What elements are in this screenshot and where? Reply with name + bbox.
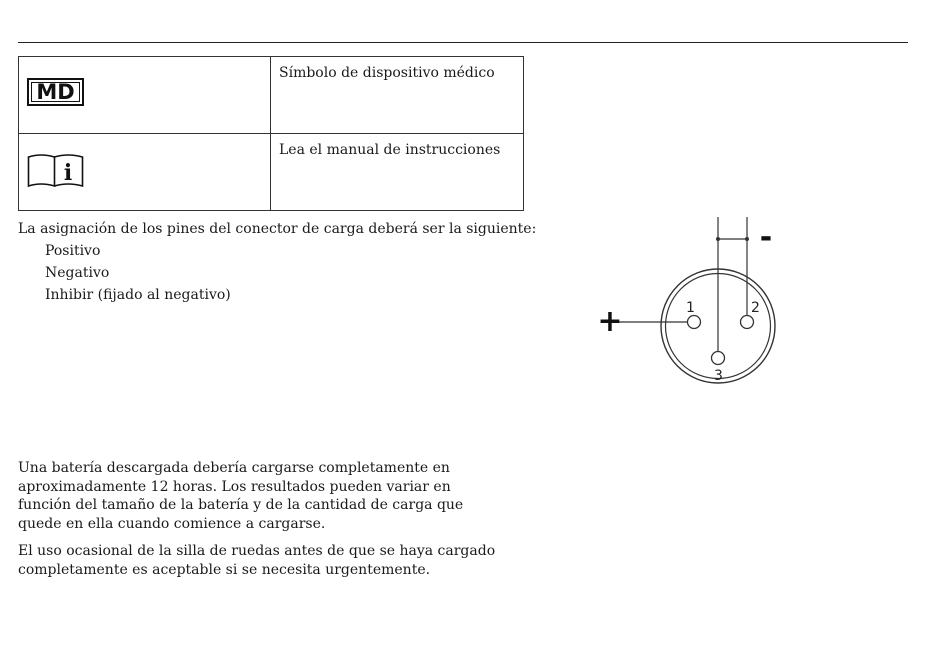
minus-sign: - [759, 220, 773, 255]
charger-connector-diagram [590, 212, 790, 387]
pin-assignment-intro: La asignación de los pines del conector de carga deberá ser la siguiente: [18, 221, 537, 237]
instruction-manual-info-icon [27, 152, 84, 188]
list-item: Inhibir (fijado al negativo) [45, 287, 231, 303]
symbol-description: Lea el manual de instrucciones [271, 134, 524, 211]
icon-cell [19, 134, 271, 211]
plus-sign: + [597, 304, 623, 339]
charging-paragraph: El uso ocasional de la silla de ruedas antes de que se haya cargado completamente es aceptable si se necesita urgentemente. [18, 543, 496, 578]
pin-1 [688, 316, 701, 329]
pin-list [45, 240, 231, 306]
pin-2-label: 2 [751, 300, 760, 316]
symbols-table [18, 56, 524, 211]
junction-dot [716, 237, 720, 241]
junction-dot [745, 237, 749, 241]
table-row [19, 57, 524, 134]
symbol-description: Símbolo de dispositivo médico [271, 57, 524, 134]
icon-cell [19, 57, 271, 134]
charging-paragraph: Una batería descargada debería cargarse completamente en aproximadamente 12 horas. Los resultados pueden variar en función del tamaño de la batería y de la cantidad de carga que quede en ella cuando comience a cargarse. [18, 460, 464, 532]
table-row [19, 134, 524, 211]
pin-3 [712, 352, 725, 365]
list-item: Negativo [45, 265, 110, 281]
header-rule [18, 42, 908, 43]
pin-1-label: 1 [686, 300, 695, 316]
medical-device-md-icon: MD [27, 78, 84, 106]
list-item: Positivo [45, 243, 101, 259]
pin-3-label: 3 [714, 368, 723, 384]
pin-2 [741, 316, 754, 329]
info-glyph: i [63, 160, 73, 186]
